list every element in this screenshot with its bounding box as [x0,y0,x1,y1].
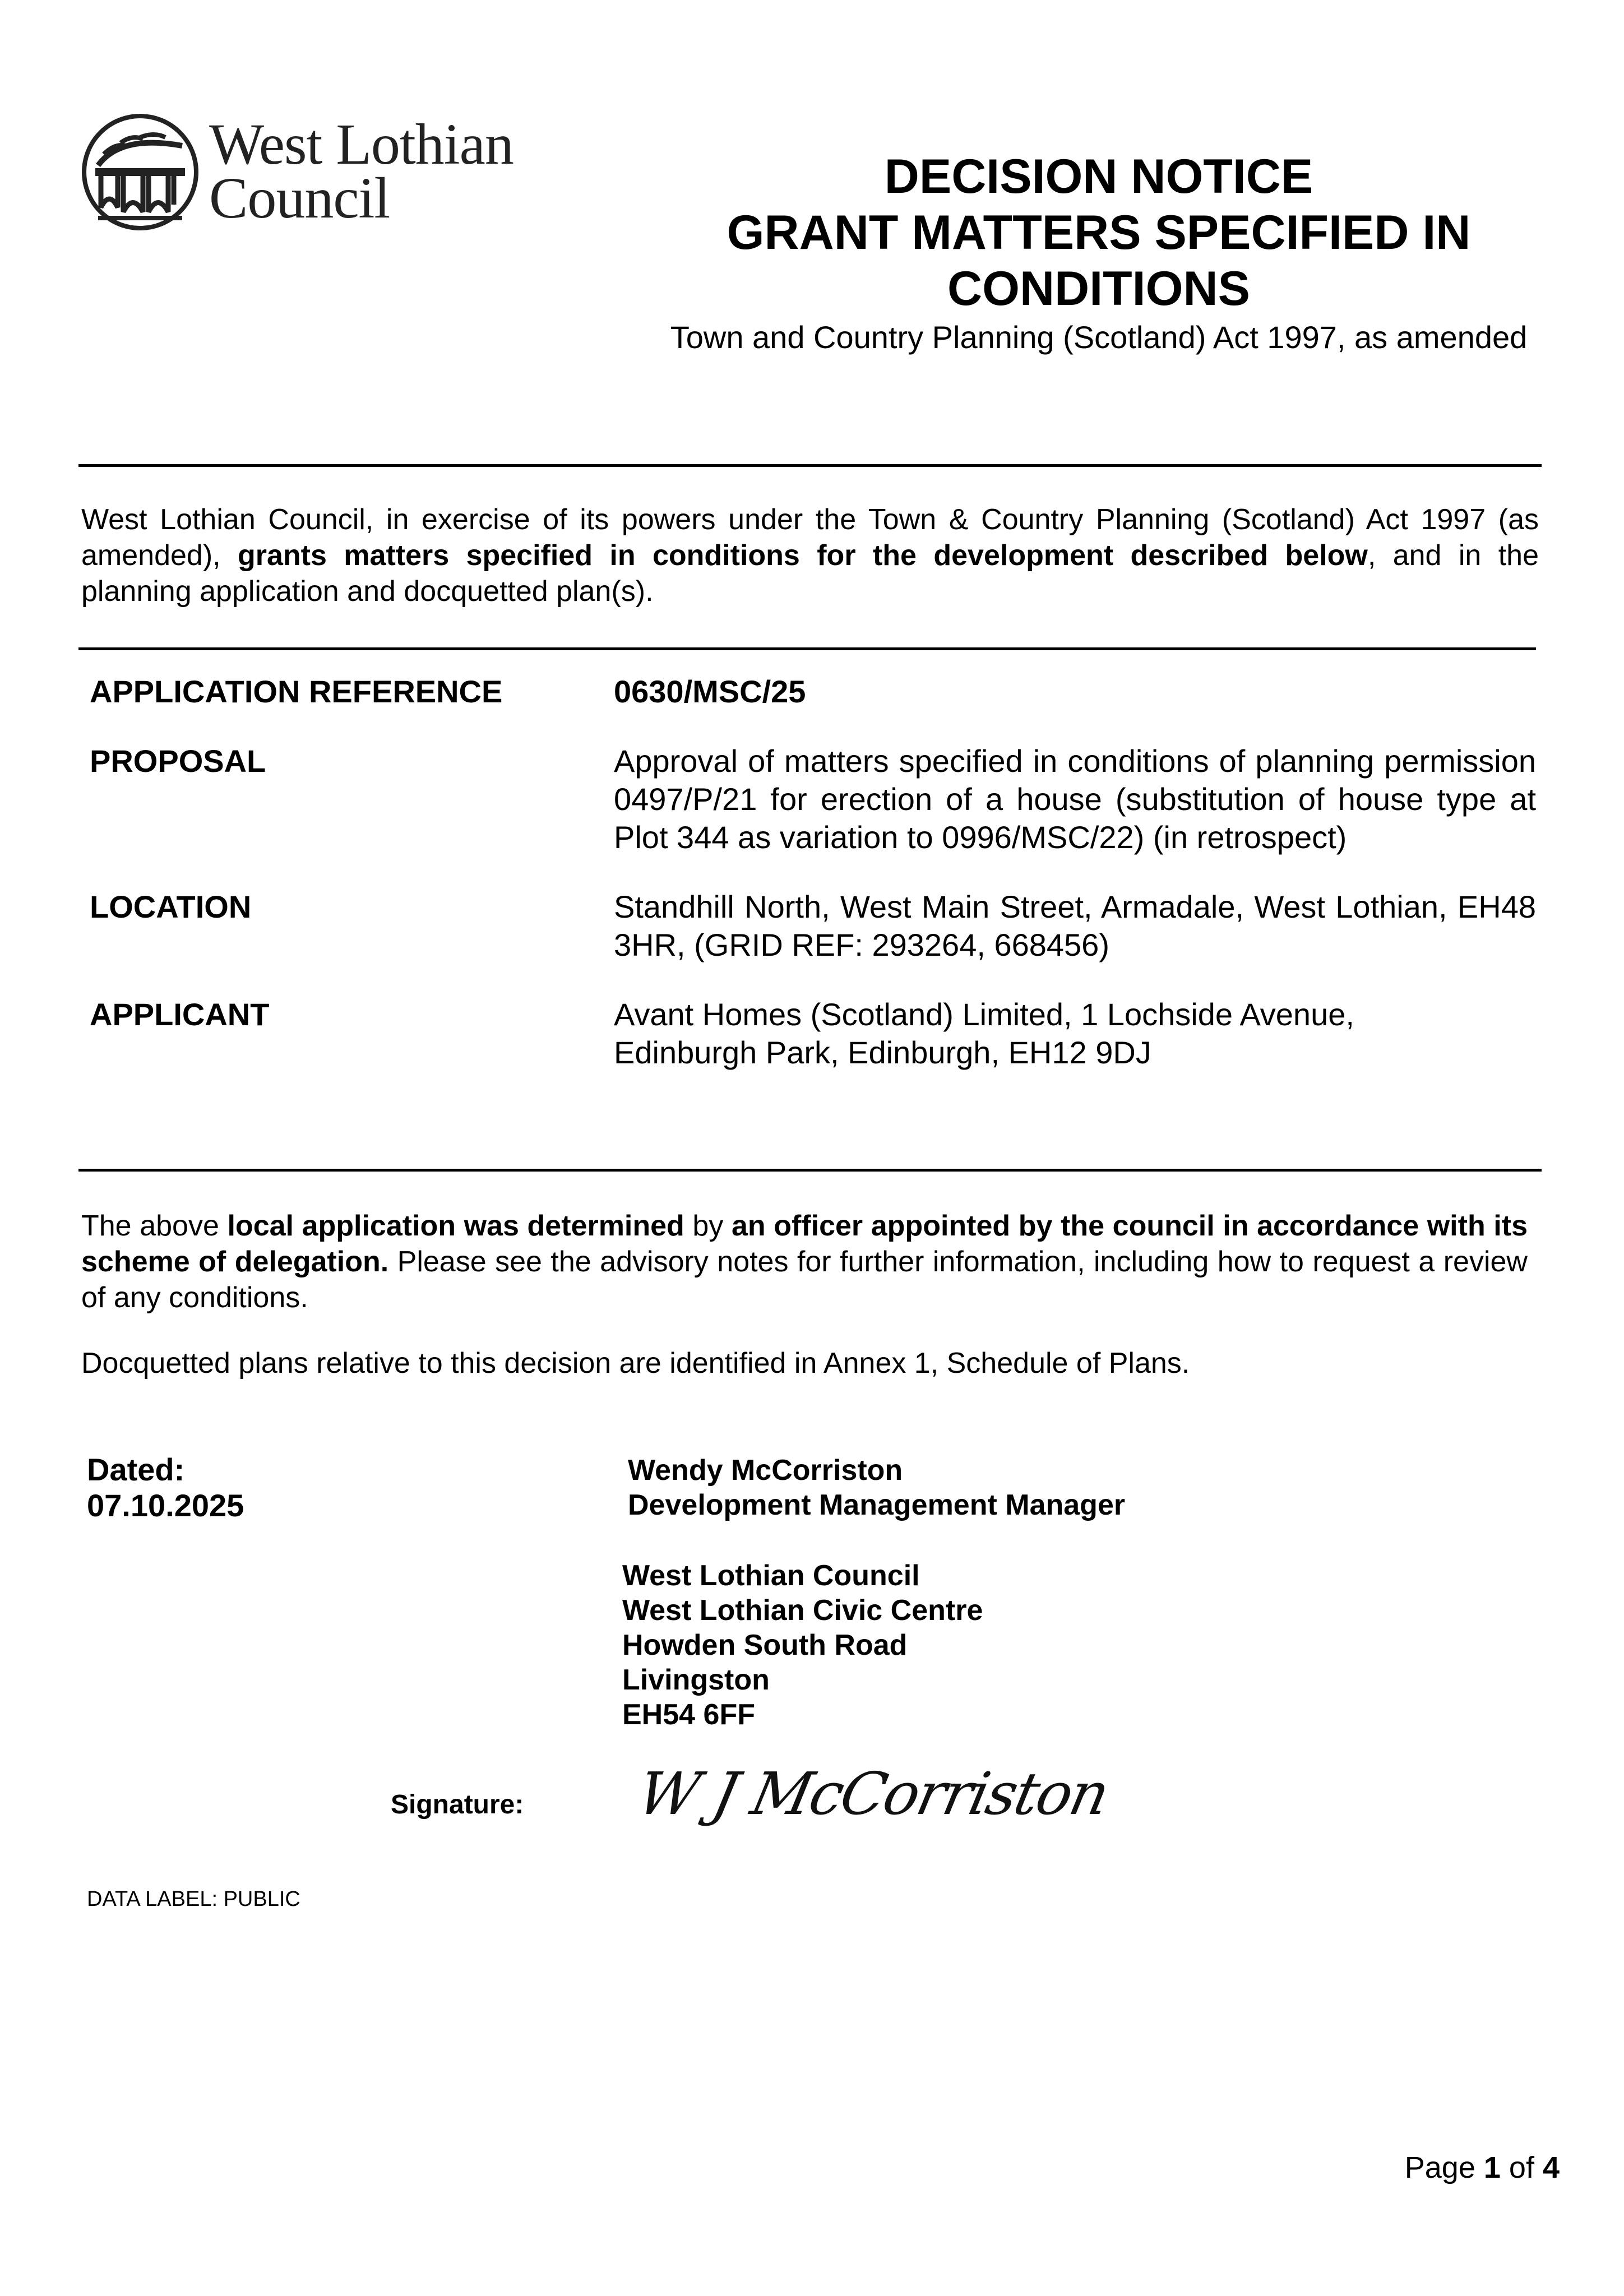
address-line-1: West Lothian Council [622,1559,920,1592]
applicant-row [90,996,1536,1072]
title-line-2: GRANT MATTERS SPECIFIED IN [727,206,1471,260]
page-total: 4 [1542,2151,1560,2184]
dated-value: 07.10.2025 [87,1488,244,1523]
applicant-value [614,996,1536,1072]
location-row [90,888,1536,964]
applicant-line-2: Edinburgh Park, Edinburgh, EH12 9DJ [614,1035,1151,1070]
intro-text-1: West Lothian Council, in exercise of its powers under the Town & Country Planning (Scotland) Act 1997 (as amended), [81,503,1539,572]
logo-text-line2: Council [209,166,390,230]
determination-bold-1: local application was determined [227,1210,684,1242]
determination-paragraph [81,1208,1528,1316]
officer-block [628,1453,1125,1522]
proposal-label: PROPOSAL [90,743,266,779]
determination-text-2: by [684,1210,732,1242]
act-subtitle: Town and Country Planning (Scotland) Act 1997, as amended [670,320,1528,355]
applicant-line-1: Avant Homes (Scotland) Limited, 1 Lochside Avenue, [614,997,1354,1032]
location-label: LOCATION [90,889,252,924]
page-number [1405,2150,1560,2186]
page-current: 1 [1483,2151,1501,2184]
determination-text-1: The above [81,1210,228,1242]
intro-text-bold: grants matters specified in conditions for the development described below [238,539,1368,572]
dated-block [87,1452,244,1524]
logo-text-line1: West Lothian [209,112,513,177]
reference-label: APPLICATION REFERENCE [90,674,503,709]
address-line-2: West Lothian Civic Centre [622,1594,983,1627]
applicant-label: APPLICANT [90,997,270,1032]
location-value: Standhill North, West Main Street, Armadale, West Lothian, EH48 3HR, (GRID REF: 293264, 668456) [614,889,1536,962]
viaduct-emblem-icon [81,112,199,233]
intro-text-2: , and in the planning application and docquetted plan(s). [81,539,1539,608]
signature-label: Signature: [391,1790,524,1820]
application-details [90,673,1536,1103]
title-line-3: CONDITIONS [947,262,1250,316]
proposal-row [90,742,1536,857]
divider-details-top [78,647,1536,650]
address-line-3: Howden South Road [622,1629,908,1661]
docquetted-paragraph: Docquetted plans relative to this decision are identified in Annex 1, Schedule of Plans. [81,1347,1190,1380]
handwritten-signature: W J McCorriston [632,1760,1114,1828]
page-prefix: Page [1404,2151,1484,2184]
data-label: DATA LABEL: PUBLIC [87,1887,300,1911]
page-middle: of [1500,2151,1543,2184]
officer-title: Development Management Manager [628,1489,1126,1521]
intro-paragraph [81,502,1539,609]
document-title-block [605,149,1592,357]
divider-top [78,464,1542,467]
address-line-4: Livingston [622,1664,770,1696]
officer-name: Wendy McCorriston [628,1454,903,1487]
address-line-5: EH54 6FF [622,1698,755,1731]
divider-details-bottom [78,1169,1542,1172]
council-address [622,1558,983,1732]
determination-text-3: Please see the advisory notes for further information, including how to request a review of any conditions. [81,1246,1528,1314]
reference-value: 0630/MSC/25 [614,674,806,709]
dated-label: Dated: [87,1452,185,1487]
reference-row [90,673,1536,711]
proposal-value: Approval of matters specified in conditions of planning permission 0497/P/21 for erection of a house (substitution of house type at Plot 344 as variation to 0996/MSC/22) (in retrospect) [614,743,1536,855]
determination-bold-2: an officer appointed by the council in accordance with its scheme of delegation. [81,1210,1528,1278]
title-line-1: DECISION NOTICE [884,150,1313,203]
council-logo [81,112,530,247]
